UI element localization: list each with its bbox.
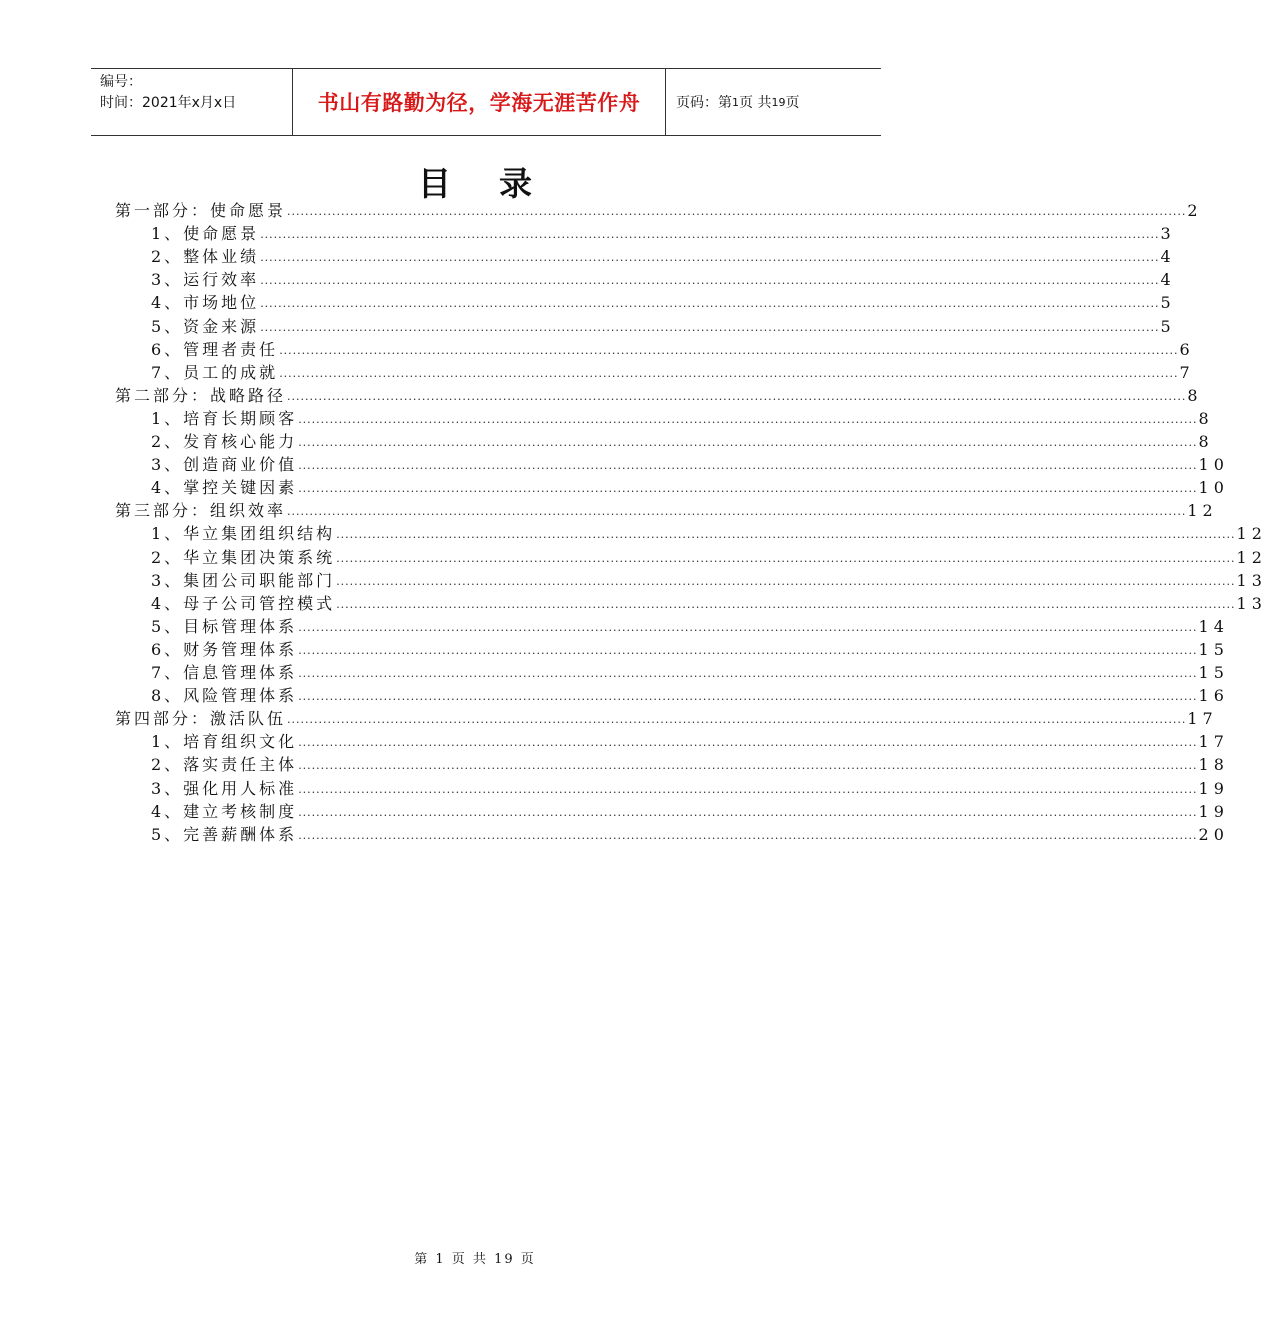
toc-entry-page: 3 bbox=[1160, 224, 1176, 244]
toc-entry-label: 3、集团公司职能部门 bbox=[151, 570, 336, 590]
toc-entry[interactable] bbox=[151, 568, 1267, 591]
toc-dot-leader: ........................................................................................................................................................................................................ bbox=[298, 643, 1198, 657]
toc-entry-page: 12 bbox=[1236, 524, 1267, 544]
toc-entry-label: 5、资金来源 bbox=[151, 316, 260, 336]
toc-entry-page: 20 bbox=[1198, 824, 1229, 844]
toc-entry-label: 4、母子公司管控模式 bbox=[151, 593, 336, 613]
toc-entry-label: 2、发育核心能力 bbox=[151, 432, 298, 451]
toc-entry-label: 7、员工的成就 bbox=[151, 362, 279, 382]
toc-entry[interactable] bbox=[151, 752, 1229, 775]
toc-entry-label: 8、风险管理体系 bbox=[151, 686, 298, 706]
toc-entry[interactable] bbox=[151, 314, 1176, 337]
toc-entry[interactable] bbox=[115, 198, 1203, 221]
toc-entry[interactable] bbox=[151, 660, 1229, 683]
toc-entry-label: 1、使命愿景 bbox=[151, 224, 260, 244]
toc-dot-leader: ........................................................................................................................................................................................................ bbox=[287, 505, 1187, 519]
toc-entry[interactable] bbox=[151, 521, 1267, 544]
toc-dot-leader: ........................................................................................................................................................................................................ bbox=[298, 667, 1198, 680]
toc-dot-leader: ........................................................................................................................................................................................................ bbox=[287, 205, 1187, 218]
toc-entry-page: 10 bbox=[1198, 478, 1229, 498]
toc-entry-label: 1、华立集团组织结构 bbox=[151, 524, 336, 544]
toc-dot-leader: ........................................................................................................................................................................................................ bbox=[260, 274, 1160, 288]
toc-entry-label: 1、培育长期顾客 bbox=[151, 408, 298, 428]
toc-entry-page: 8 bbox=[1198, 408, 1214, 428]
toc-entry-label: 4、建立考核制度 bbox=[151, 801, 298, 821]
toc-entry-label: 3、强化用人标准 bbox=[151, 778, 298, 798]
toc-entry-label: 2、整体业绩 bbox=[151, 247, 260, 267]
toc-entry-page: 15 bbox=[1198, 663, 1229, 682]
page-footer bbox=[0, 1248, 950, 1267]
toc-entry-page: 19 bbox=[1198, 801, 1229, 821]
toc-entry[interactable] bbox=[115, 706, 1218, 729]
footer-suffix: 页 bbox=[520, 1252, 536, 1267]
toc-entry-page: 7 bbox=[1179, 362, 1195, 382]
header-page-mid: 页 共 bbox=[739, 95, 772, 111]
toc-dot-leader: ........................................................................................................................................................................................................ bbox=[287, 389, 1187, 403]
toc-entry[interactable] bbox=[151, 267, 1176, 290]
toc-entry[interactable] bbox=[115, 498, 1218, 521]
toc-dot-leader: ........................................................................................................................................................................................................ bbox=[298, 620, 1198, 634]
toc-entry[interactable] bbox=[151, 591, 1267, 614]
header-meta bbox=[91, 69, 292, 135]
toc-entry-page: 6 bbox=[1179, 339, 1195, 359]
toc-dot-leader: ........................................................................................................................................................................................................ bbox=[336, 528, 1236, 542]
toc-entry[interactable] bbox=[115, 383, 1203, 406]
toc-dot-leader: ........................................................................................................................................................................................................ bbox=[298, 459, 1198, 473]
footer-mid: 页 共 bbox=[451, 1252, 488, 1267]
toc-dot-leader: ........................................................................................................................................................................................................ bbox=[336, 551, 1236, 565]
toc-dot-leader: ........................................................................................................................................................................................................ bbox=[260, 228, 1160, 242]
toc-entry-page: 14 bbox=[1198, 616, 1229, 636]
toc-dot-leader: ........................................................................................................................................................................................................ bbox=[279, 343, 1179, 357]
toc-entry-label: 1、培育组织文化 bbox=[151, 732, 298, 752]
toc-entry[interactable] bbox=[151, 637, 1229, 660]
toc-entry-page: 5 bbox=[1160, 316, 1176, 336]
toc-entry-label: 第四部分：激活队伍 bbox=[115, 709, 287, 729]
toc-dot-leader: ........................................................................................................................................................................................................ bbox=[336, 574, 1236, 588]
header-motto: 书山有路勤为径，学海无涯苦作舟 bbox=[292, 69, 666, 135]
toc-entry[interactable] bbox=[151, 452, 1229, 475]
toc-dot-leader: ........................................................................................................................................................................................................ bbox=[298, 759, 1198, 773]
toc-entry-page: 12 bbox=[1187, 501, 1218, 521]
footer-total: 19 bbox=[494, 1252, 515, 1267]
toc-entry[interactable] bbox=[151, 290, 1176, 313]
toc-entry-label: 6、管理者责任 bbox=[151, 339, 279, 359]
doc-number-label: 编号： bbox=[100, 74, 142, 90]
toc-entry[interactable] bbox=[151, 406, 1214, 429]
toc-entry-page: 2 bbox=[1187, 201, 1203, 220]
toc-dot-leader: ........................................................................................................................................................................................................ bbox=[298, 736, 1198, 750]
toc-entry-label: 2、华立集团决策系统 bbox=[151, 547, 336, 567]
toc-entry-label: 3、运行效率 bbox=[151, 270, 260, 290]
toc-entry-page: 19 bbox=[1198, 778, 1229, 798]
toc-dot-leader: ........................................................................................................................................................................................................ bbox=[260, 297, 1160, 311]
toc-entry-page: 8 bbox=[1187, 385, 1203, 405]
toc-entry[interactable] bbox=[151, 221, 1176, 244]
toc-entry[interactable] bbox=[151, 360, 1195, 383]
toc-entry-page: 18 bbox=[1198, 755, 1229, 775]
toc-entry-page: 15 bbox=[1198, 639, 1229, 659]
toc-dot-leader: ........................................................................................................................................................................................................ bbox=[298, 828, 1198, 842]
page-header bbox=[91, 68, 881, 136]
header-page-suffix: 页 bbox=[785, 95, 800, 111]
toc-entry[interactable] bbox=[151, 475, 1229, 498]
toc-entry-label: 第三部分：组织效率 bbox=[115, 501, 287, 521]
toc-entry[interactable] bbox=[151, 776, 1229, 799]
toc-entry[interactable] bbox=[151, 429, 1214, 452]
header-page-info bbox=[666, 69, 881, 135]
toc-entry[interactable] bbox=[151, 614, 1229, 637]
toc-entry[interactable] bbox=[151, 729, 1229, 752]
footer-prefix: 第 bbox=[414, 1252, 430, 1267]
toc-entry-label: 5、完善薪酬体系 bbox=[151, 824, 298, 844]
toc-entry-label: 第二部分：战略路径 bbox=[115, 385, 287, 405]
toc-entry-label: 4、掌控关键因素 bbox=[151, 478, 298, 498]
toc-dot-leader: ........................................................................................................................................................................................................ bbox=[298, 805, 1198, 819]
toc-entry-label: 2、落实责任主体 bbox=[151, 755, 298, 775]
toc-entry[interactable] bbox=[151, 822, 1229, 845]
toc-entry-page: 12 bbox=[1236, 547, 1267, 567]
toc-entry[interactable] bbox=[151, 545, 1267, 568]
toc-entry-page: 4 bbox=[1160, 247, 1176, 267]
toc-dot-leader: ........................................................................................................................................................................................................ bbox=[260, 320, 1160, 334]
toc-entry-label: 3、创造商业价值 bbox=[151, 455, 298, 475]
toc-entry[interactable] bbox=[151, 683, 1229, 706]
toc-entry-label: 7、信息管理体系 bbox=[151, 663, 298, 682]
footer-page-num: 1 bbox=[435, 1252, 446, 1267]
toc-dot-leader: ........................................................................................................................................................................................................ bbox=[298, 782, 1198, 796]
toc-dot-leader: ........................................................................................................................................................................................................ bbox=[298, 436, 1198, 449]
toc-entry-page: 4 bbox=[1160, 270, 1176, 290]
page-title: 目录 bbox=[418, 164, 580, 203]
toc-dot-leader: ........................................................................................................................................................................................................ bbox=[336, 597, 1236, 611]
toc-entry[interactable] bbox=[151, 244, 1176, 267]
toc-entry[interactable] bbox=[151, 337, 1195, 360]
toc-entry-label: 第一部分：使命愿景 bbox=[115, 201, 287, 220]
header-page-num: 1 bbox=[732, 95, 739, 109]
toc-entry-label: 5、目标管理体系 bbox=[151, 616, 298, 636]
toc-dot-leader: ........................................................................................................................................................................................................ bbox=[279, 366, 1179, 380]
toc-dot-leader: ........................................................................................................................................................................................................ bbox=[260, 251, 1160, 265]
toc-entry-page: 13 bbox=[1236, 593, 1267, 613]
toc-entry-page: 5 bbox=[1160, 293, 1176, 313]
toc-entry-page: 10 bbox=[1198, 455, 1229, 475]
toc-entry-label: 6、财务管理体系 bbox=[151, 639, 298, 659]
toc-entry-page: 17 bbox=[1187, 709, 1218, 729]
toc-entry-page: 8 bbox=[1198, 432, 1214, 451]
toc-dot-leader: ........................................................................................................................................................................................................ bbox=[298, 412, 1198, 426]
toc-entry[interactable] bbox=[151, 799, 1229, 822]
toc-dot-leader: ........................................................................................................................................................................................................ bbox=[298, 482, 1198, 496]
doc-time-label: 时间：2021年x月x日 bbox=[100, 95, 237, 111]
header-page-prefix: 页码：第 bbox=[676, 95, 732, 111]
toc-dot-leader: ........................................................................................................................................................................................................ bbox=[298, 690, 1198, 704]
toc-entry-page: 16 bbox=[1198, 686, 1229, 706]
toc-dot-leader: ........................................................................................................................................................................................................ bbox=[287, 713, 1187, 727]
toc-entry-page: 13 bbox=[1236, 570, 1267, 590]
toc-entry-label: 4、市场地位 bbox=[151, 293, 260, 313]
toc-entry-page: 17 bbox=[1198, 732, 1229, 752]
header-page-total: 19 bbox=[771, 95, 786, 109]
